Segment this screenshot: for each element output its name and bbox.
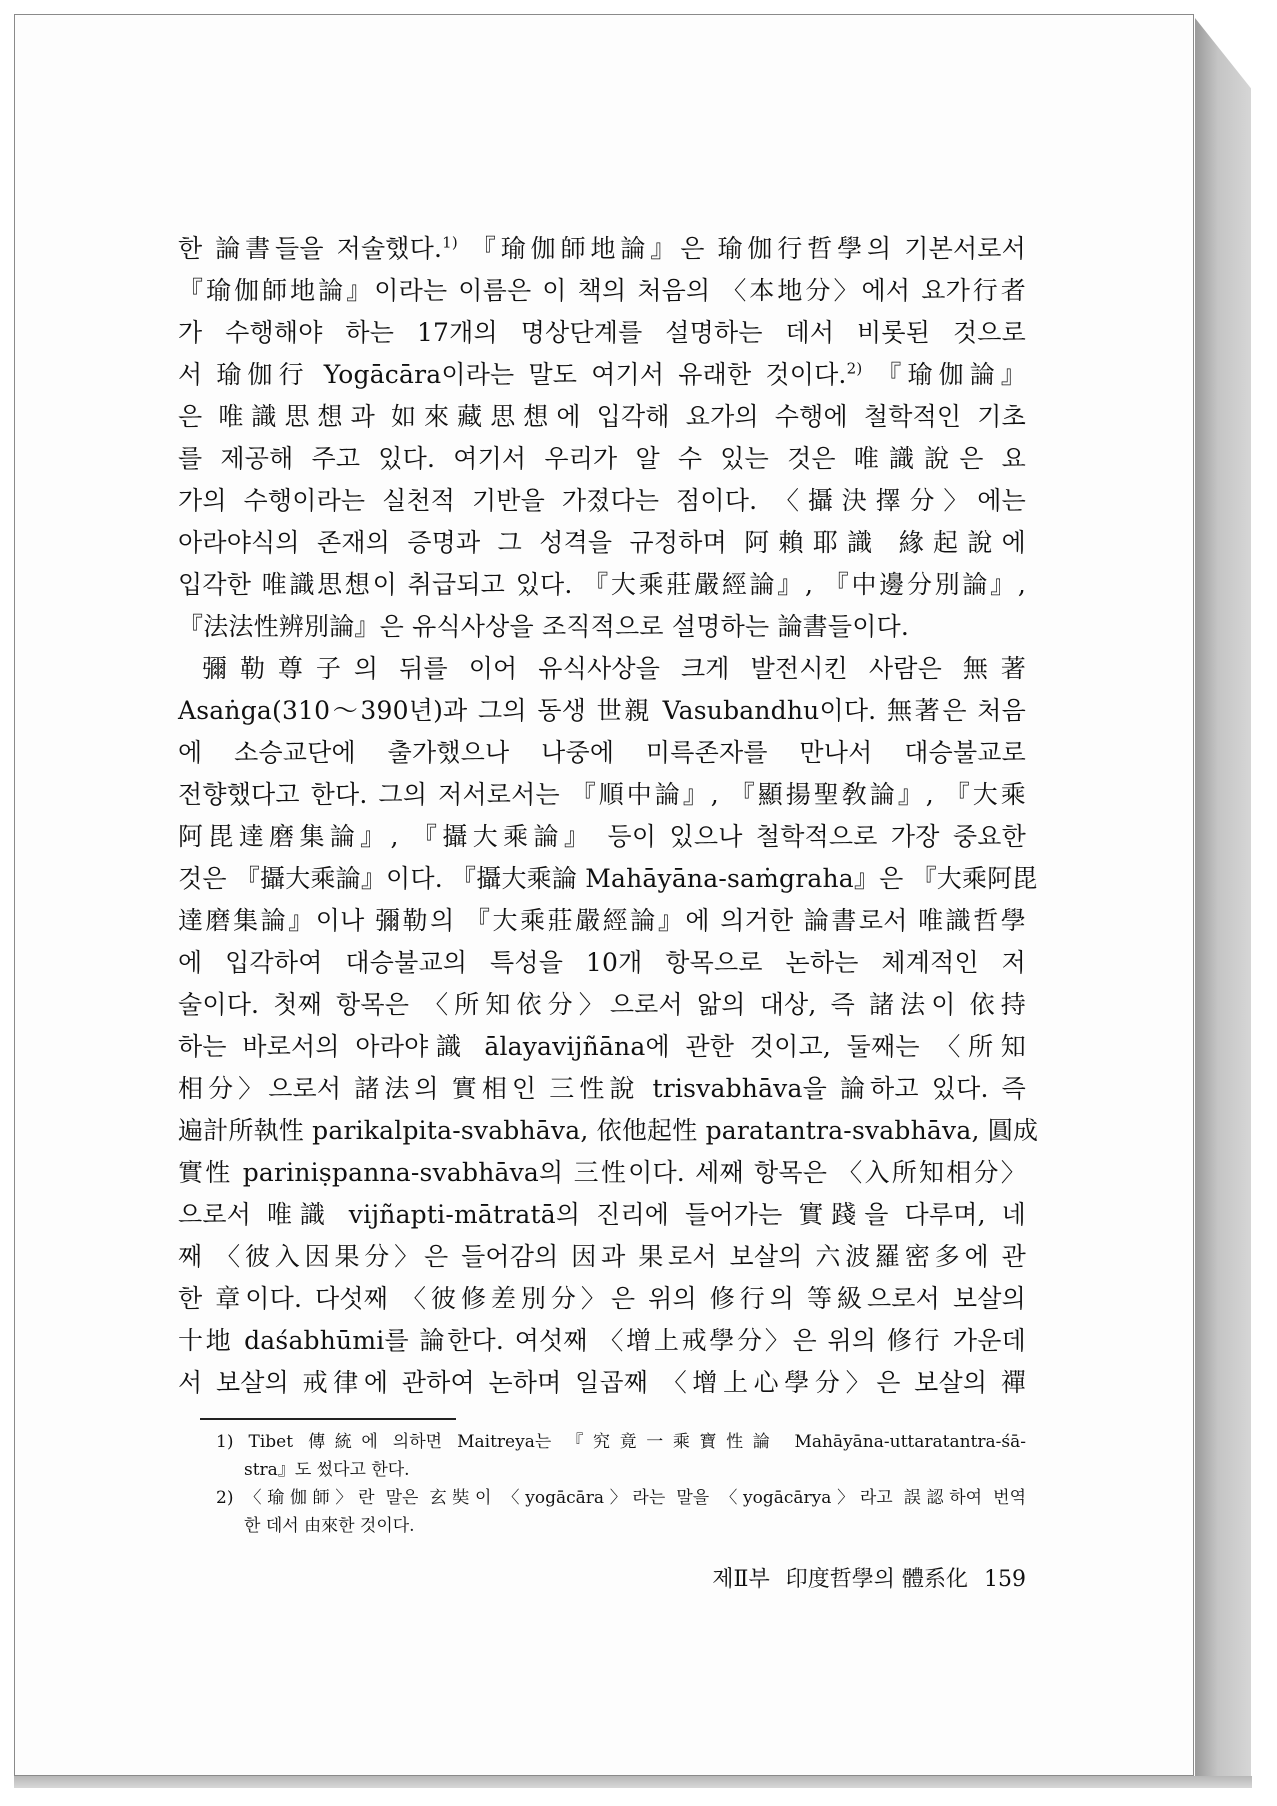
text-line: 達磨集論』이나 彌勒의 『大乘莊嚴經論』에 의거한 論書로서 唯識哲學: [178, 906, 1026, 935]
text-line: 를 제공해 주고 있다. 여기서 우리가 알 수 있는 것은 唯識說은 요: [178, 444, 1026, 473]
text-line: 째 〈彼入因果分〉은 들어감의 因과 果로서 보살의 六波羅密多에 관: [178, 1242, 1026, 1271]
text-line: 서 보살의 戒律에 관하여 논하며 일곱째 〈增上心學分〉은 보살의 禪: [178, 1368, 1026, 1397]
footnote-ref[interactable]: 1): [442, 233, 458, 252]
text-line: 입각한 唯識思想이 취급되고 있다. 『大乘莊嚴經論』, 『中邊分別論』,: [178, 570, 1026, 599]
text-line: 가의 수행이라는 실천적 기반을 가졌다는 점이다. 〈攝決擇分〉에는: [178, 486, 1026, 515]
text-line: 阿毘達磨集論』, 『攝大乘論』 등이 있으나 철학적으로 가장 중요한: [178, 822, 1026, 851]
text-line: 十地 daśabhūmi를 論한다. 여섯째 〈增上戒學分〉은 위의 修行 가운데: [178, 1326, 1026, 1355]
text-line: 하는 바로서의 아라야識 ālayavijñāna에 관한 것이고, 둘째는 〈所知: [178, 1032, 1026, 1061]
text-line: 實性 pariniṣpanna-svabhāva의 三性이다. 세째 항목은 〈入所知相分〉: [178, 1158, 1026, 1187]
text-line: 遍計所執性 parikalpita-svabhāva, 依他起性 paratantra-svabhāva, 圓成: [178, 1116, 1039, 1145]
text-line: 에 소승교단에 출가했으나 나중에 미륵존자를 만나서 대승불교로: [178, 738, 1026, 767]
text-line: 相分〉으로서 諸法의 實相인 三性說 trisvabhāva을 論하고 있다. 즉: [178, 1074, 1026, 1103]
footnotes: [216, 1428, 1026, 1540]
text-line: 한 章이다. 다섯째 〈彼修差別分〉은 위의 修行의 等級으로서 보살의: [178, 1284, 1026, 1313]
text-line: 술이다. 첫째 항목은 〈所知依分〉으로서 앎의 대상, 즉 諸法이 依持: [178, 990, 1026, 1019]
text-line: Asaṅga(310～390년)과 그의 동생 世親 Vasubandhu이다. 無著은 처음: [178, 696, 1026, 725]
footnote-1-line-1: 1) Tibet 傳統에 의하면 Maitreya는 『究竟一乘寶性論 Mahāyāna-uttaratantra-śā-: [216, 1432, 1026, 1452]
text-line: 아라야식의 존재의 증명과 그 성격을 규정하며 阿賴耶識 緣起說에: [178, 528, 1026, 557]
page-number: 159: [984, 1567, 1026, 1592]
page-bottom-edge: [14, 1776, 1252, 1788]
page-edge-shadow: [1195, 18, 1251, 1778]
footnote-2-line-2: 한 데서 由來한 것이다.: [244, 1516, 415, 1536]
text-line: 가 수행해야 하는 17개의 명상단계를 설명하는 데서 비롯된 것으로: [178, 318, 1026, 347]
text-line: 에 입각하여 대승불교의 특성을 10개 항목으로 논하는 체계적인 저: [178, 948, 1026, 977]
text-line: 것은 『攝大乘論』이다. 『攝大乘論 Mahāyāna-saṁgraha』은 『大乘阿毘: [178, 864, 1038, 893]
text-line: 으로서 唯識 vijñapti-mātratā의 진리에 들어가는 實踐을 다루며, 네: [178, 1200, 1026, 1229]
footnote-1-line-2: stra』도 썼다고 한다.: [244, 1460, 410, 1480]
page-footer: [640, 1562, 1026, 1598]
text-line: 『法法性辨別論』은 유식사상을 조직적으로 설명하는 論書들이다.: [178, 612, 910, 641]
text-line: 『瑜伽師地論』이라는 이름은 이 책의 처음의 〈本地分〉에서 요가行者: [178, 276, 1026, 305]
footer-part: 제Ⅱ부: [712, 1567, 770, 1592]
footnote-ref[interactable]: 2): [846, 359, 863, 378]
text-line: 한 論書들을 저술했다.$^{1)}$ 『瑜伽師地論』은 瑜伽行哲學의 기본서로서: [178, 233, 1026, 263]
text-line: 은 唯識思想과 如來藏思想에 입각해 요가의 수행에 철학적인 기초: [178, 402, 1026, 431]
body-text: [178, 228, 1039, 1404]
footer-title: 印度哲學의 體系化: [785, 1567, 968, 1592]
text-line: 서 瑜伽行 Yogācāra이라는 말도 여기서 유래한 것이다.$^{2)}$ 『瑜伽論』: [178, 359, 1026, 389]
footnote-divider: [200, 1418, 456, 1420]
footnote-2-line-1: 2) 〈瑜伽師〉란 말은 玄奘이 〈yogācāra〉라는 말을 〈yogācārya〉라고 誤認하여 번역: [216, 1488, 1026, 1508]
text-line: 전향했다고 한다. 그의 저서로서는 『順中論』, 『顯揚聖敎論』, 『大乘: [178, 780, 1026, 809]
text-line: 彌勒尊子의 뒤를 이어 유식사상을 크게 발전시킨 사람은 無著: [202, 654, 1026, 683]
